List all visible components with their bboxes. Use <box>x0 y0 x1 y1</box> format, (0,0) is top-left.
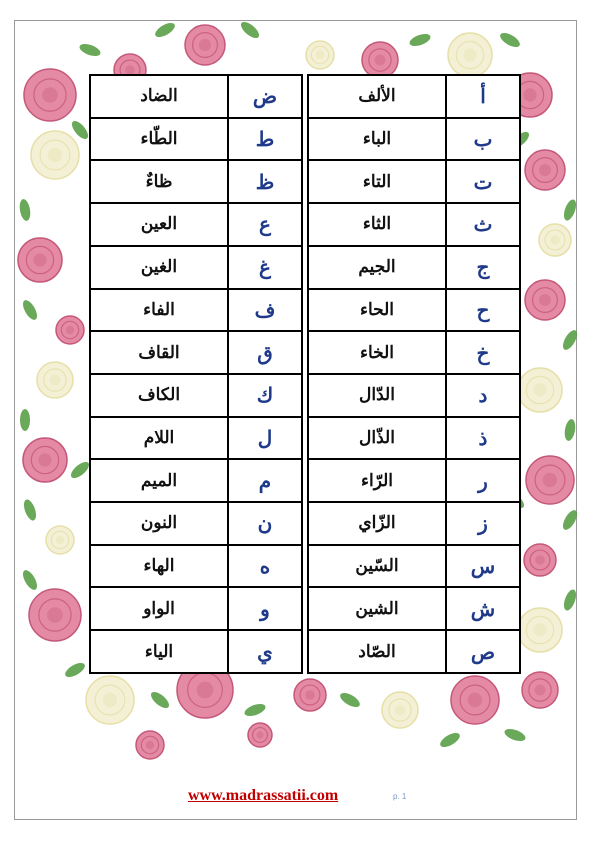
leaf-icon <box>238 19 261 41</box>
letter-name-cell: الجيم <box>308 246 446 289</box>
leaf-icon <box>63 660 87 680</box>
leaf-icon <box>18 198 32 221</box>
leaf-icon <box>498 30 522 50</box>
table-row <box>90 587 520 630</box>
column-spacer <box>302 331 308 374</box>
letter-name-cell: اللام <box>90 417 228 460</box>
letter-name-cell: الكاف <box>90 374 228 417</box>
table-row <box>90 545 520 588</box>
leaf-icon <box>503 727 527 744</box>
column-spacer <box>302 459 308 502</box>
leaf-icon <box>20 568 40 592</box>
letter-name-cell: الصّاد <box>308 630 446 673</box>
letter-cell: و <box>228 587 302 630</box>
table-row <box>90 459 520 502</box>
leaf-icon <box>153 20 177 40</box>
table-row <box>90 75 520 118</box>
letter-cell: ب <box>446 118 520 161</box>
column-spacer <box>302 502 308 545</box>
letter-name-cell: الهاء <box>90 545 228 588</box>
leaf-icon <box>560 508 580 532</box>
leaf-icon <box>438 730 462 750</box>
leaf-icon <box>408 32 432 49</box>
table-row <box>90 160 520 203</box>
letter-name-cell: الغين <box>90 246 228 289</box>
letter-name-cell: الثاء <box>308 203 446 246</box>
letter-cell: ز <box>446 502 520 545</box>
letter-cell: ف <box>228 289 302 332</box>
letter-name-cell: الزّاي <box>308 502 446 545</box>
letter-name-cell: العين <box>90 203 228 246</box>
table-row <box>90 502 520 545</box>
letter-cell: ت <box>446 160 520 203</box>
page-number: p. 1 <box>393 792 407 801</box>
leaf-icon <box>78 42 102 59</box>
leaf-icon <box>338 690 362 710</box>
column-spacer <box>302 289 308 332</box>
letter-name-cell: الألف <box>308 75 446 118</box>
letter-cell: ي <box>228 630 302 673</box>
letter-cell: ل <box>228 417 302 460</box>
leaf-icon <box>560 328 580 352</box>
leaf-icon <box>562 198 579 222</box>
letter-name-cell: الدّال <box>308 374 446 417</box>
letter-name-cell: الميم <box>90 459 228 502</box>
letter-name-cell: الطّاء <box>90 118 228 161</box>
letter-cell: خ <box>446 331 520 374</box>
table-row <box>90 417 520 460</box>
letter-name-cell: الباء <box>308 118 446 161</box>
letter-cell: ط <box>228 118 302 161</box>
letter-cell: د <box>446 374 520 417</box>
letter-cell: ش <box>446 587 520 630</box>
letter-name-cell: القاف <box>90 331 228 374</box>
letter-name-cell: الرّاء <box>308 459 446 502</box>
letter-cell: ك <box>228 374 302 417</box>
letter-cell: ر <box>446 459 520 502</box>
letter-cell: ه <box>228 545 302 588</box>
letter-cell: ق <box>228 331 302 374</box>
column-spacer <box>302 75 308 118</box>
table-row <box>90 331 520 374</box>
table-row <box>90 246 520 289</box>
letter-cell: ظ <box>228 160 302 203</box>
letter-cell: ع <box>228 203 302 246</box>
column-spacer <box>302 545 308 588</box>
letter-cell: ن <box>228 502 302 545</box>
column-spacer <box>302 417 308 460</box>
letter-name-cell: الواو <box>90 587 228 630</box>
letter-cell: ث <box>446 203 520 246</box>
letter-cell: س <box>446 545 520 588</box>
alphabet-table <box>89 74 521 674</box>
leaf-icon <box>243 702 267 719</box>
letter-name-cell: الفاء <box>90 289 228 332</box>
letter-cell: ض <box>228 75 302 118</box>
letter-name-cell: الحاء <box>308 289 446 332</box>
leaf-icon <box>563 418 577 441</box>
leaf-icon <box>20 298 40 322</box>
letter-name-cell: الخاء <box>308 331 446 374</box>
column-spacer <box>302 630 308 673</box>
table-row <box>90 374 520 417</box>
letter-cell: ص <box>446 630 520 673</box>
leaf-icon <box>20 409 30 431</box>
letter-name-cell: الذّال <box>308 417 446 460</box>
column-spacer <box>302 374 308 417</box>
letter-cell: غ <box>228 246 302 289</box>
column-spacer <box>302 118 308 161</box>
letter-cell: أ <box>446 75 520 118</box>
letter-name-cell: الياء <box>90 630 228 673</box>
leaf-icon <box>22 498 39 522</box>
letter-name-cell: النون <box>90 502 228 545</box>
leaf-icon <box>148 689 171 711</box>
letter-name-cell: التاء <box>308 160 446 203</box>
letter-name-cell: السّين <box>308 545 446 588</box>
letter-name-cell: الشين <box>308 587 446 630</box>
letter-cell: ج <box>446 246 520 289</box>
column-spacer <box>302 160 308 203</box>
column-spacer <box>302 587 308 630</box>
leaf-icon <box>562 588 579 612</box>
letter-cell: م <box>228 459 302 502</box>
table-row <box>90 289 520 332</box>
letter-name-cell: الضاد <box>90 75 228 118</box>
letter-cell: ح <box>446 289 520 332</box>
website-link[interactable]: www.madrassatii.com <box>188 787 339 804</box>
column-spacer <box>302 203 308 246</box>
letter-cell: ذ <box>446 417 520 460</box>
table-row <box>90 118 520 161</box>
table-row <box>90 630 520 673</box>
table-row <box>90 203 520 246</box>
column-spacer <box>302 246 308 289</box>
letter-name-cell: ظاءٌ <box>90 160 228 203</box>
